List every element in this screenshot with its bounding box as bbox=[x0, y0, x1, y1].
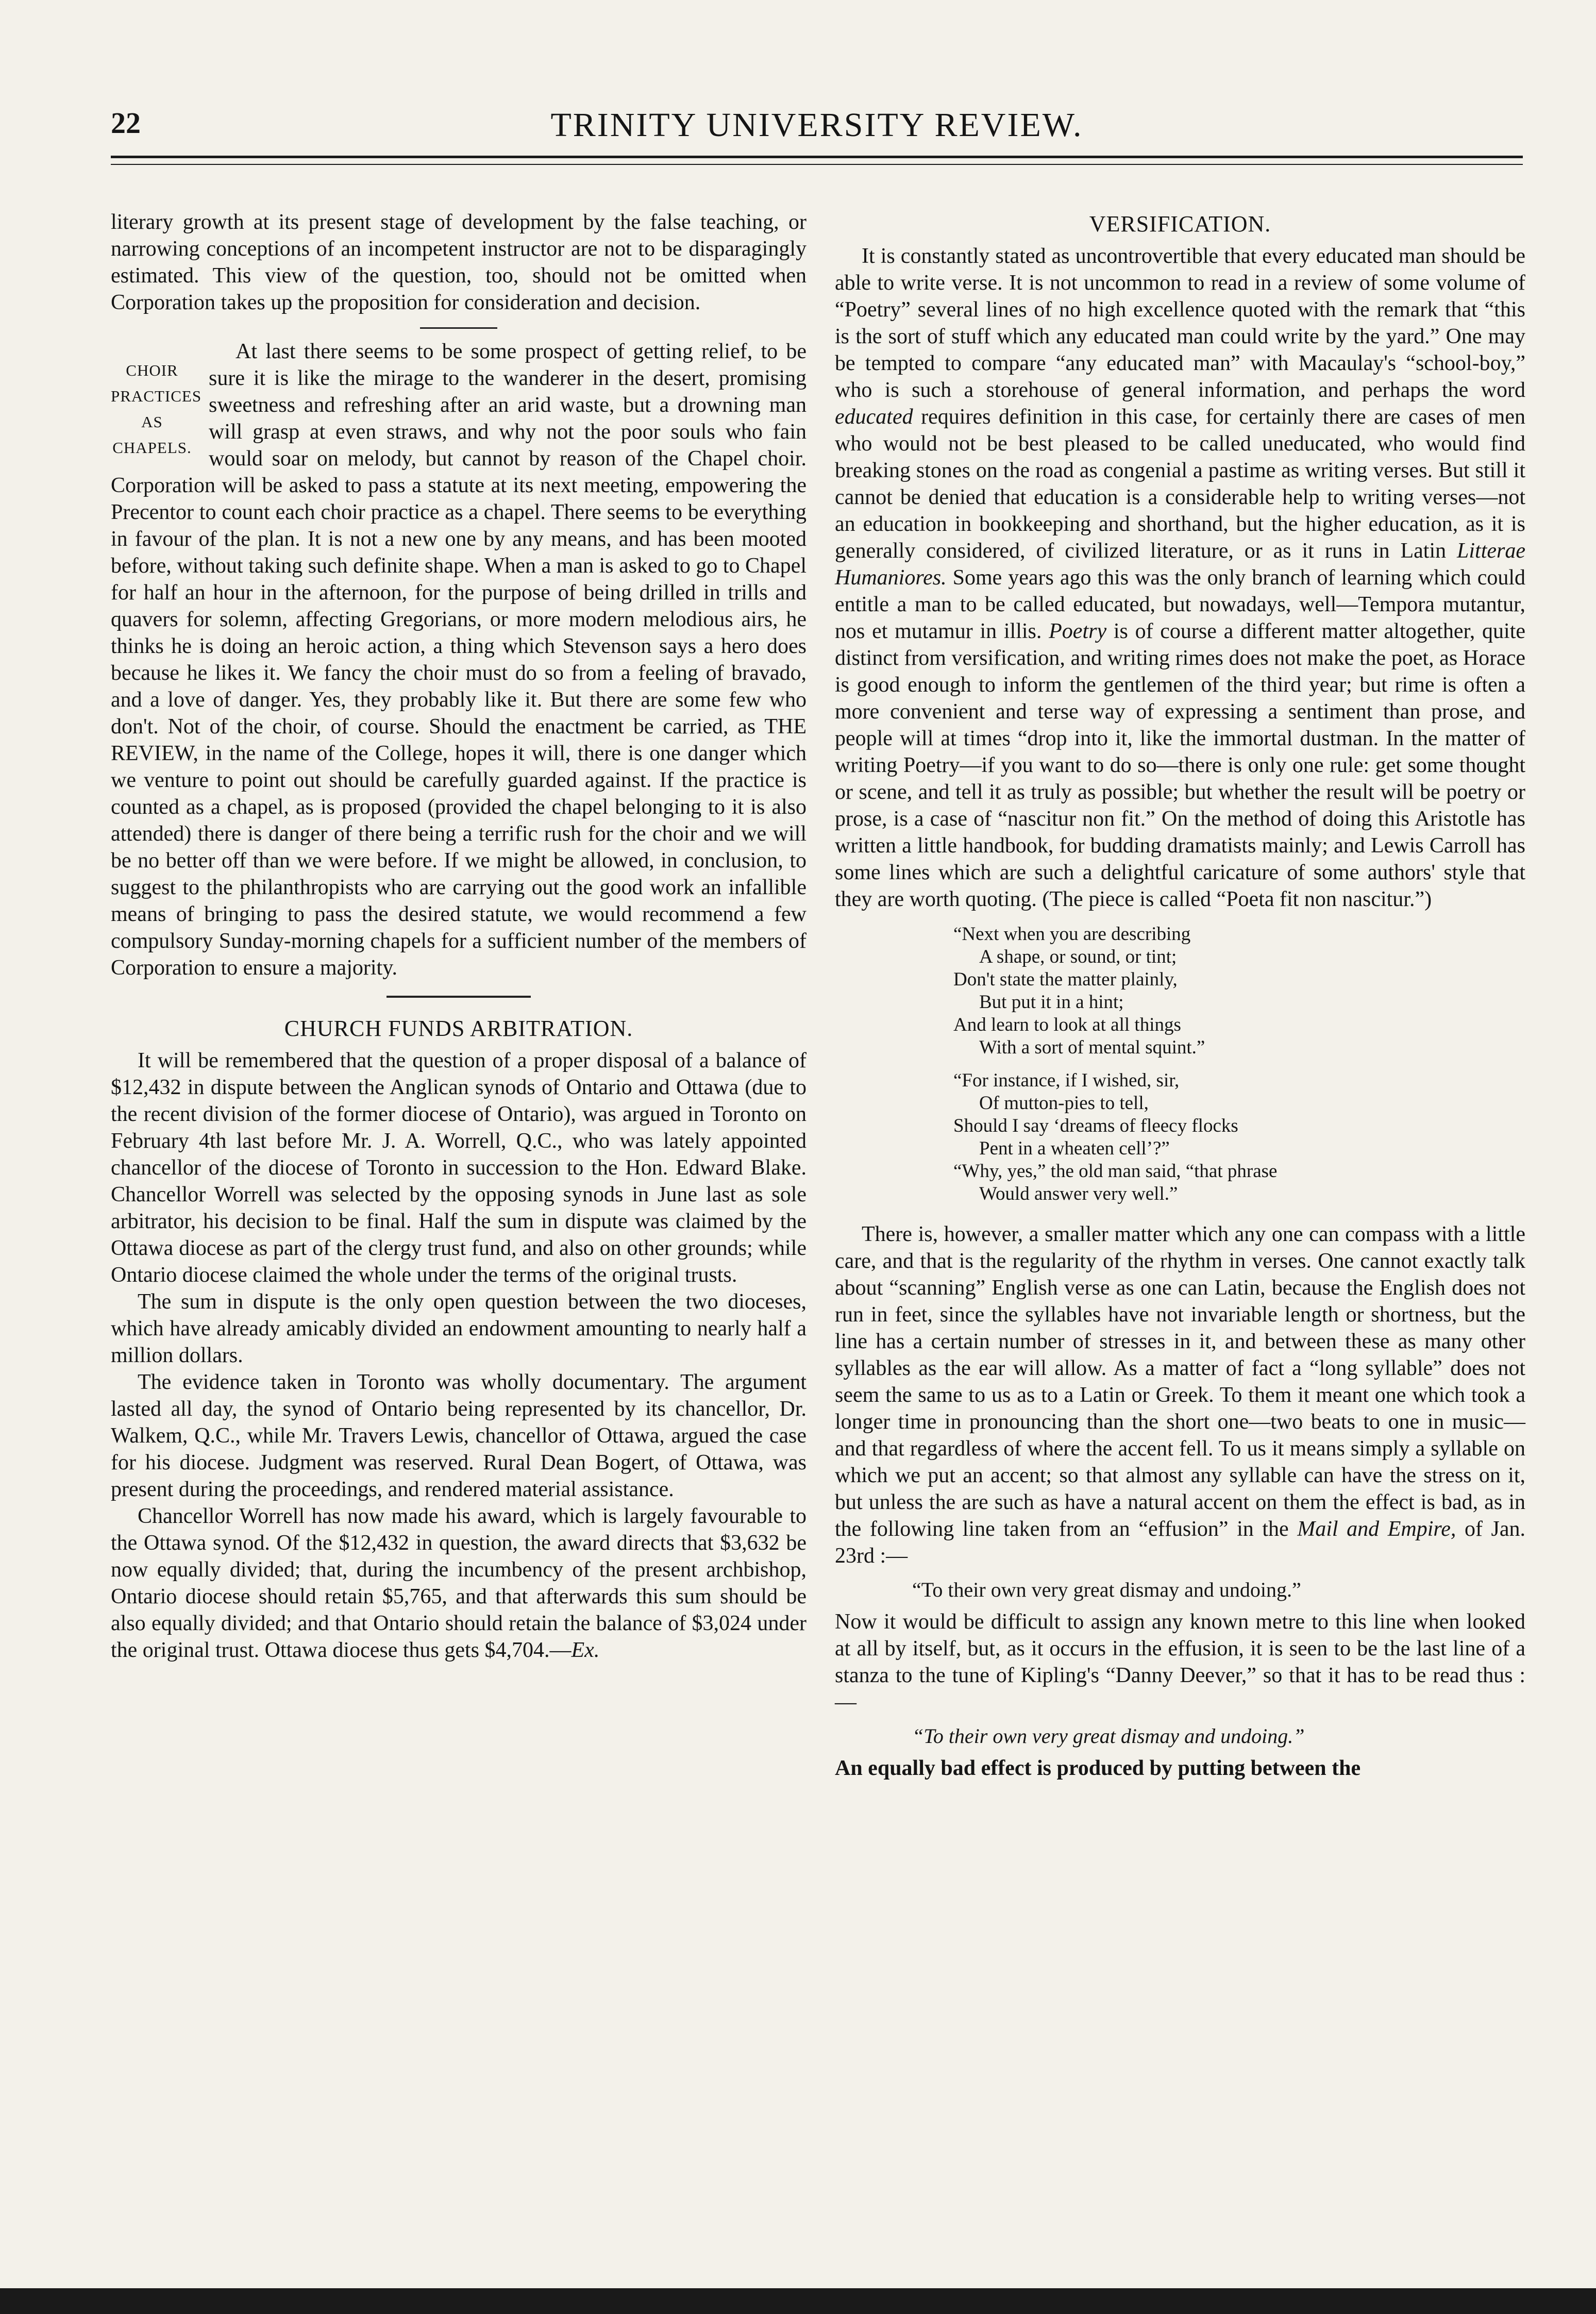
poem-line: A shape, or sound, or tint; bbox=[979, 946, 1177, 967]
opening-paragraph: literary growth at its present stage of development by the false teaching, or narrowing conceptions of an incompetent instructor are not to be disparagingly estimated. This view of the question, too, should not be omitted when Corporation takes up the proposition for consideration and decision. bbox=[111, 210, 807, 314]
versification-paragraph bbox=[835, 1221, 1525, 1569]
header-rule bbox=[111, 156, 1523, 158]
choir-article-text: At last there seems to be some prospect of getting relief, to be sure it is like the mirage to the wanderer in the desert, promising sweetness and refreshing after an arid waste, but a drowning man will grasp at even straws, and why not the poor souls who fain would soar on melody, but cannot by reason of the Chapel choir. Corporation will be asked to pass a statute at its next meeting, empowering the Precentor to count each choir practice as a chapel. There seems to be everything in favour of the plan. It is not a new one by any means, and has been mooted before, without taking such definite shape. When a man is asked to go to Chapel for half an hour in the afternoon, for the purpose of being drilled in trills and quavers for solemn, affecting Gregorians, or more modern melodious airs, he thinks he is doing an heroic action, a thing which Stevenson says a hero does because he likes it. We fancy the choir must do so from a feeling of bravado, and a love of danger. Yes, they probably like it. But there are some few who don't. Not of the choir, of course. Should the enactment be carried, as THE REVIEW, in the name of the College, hopes it will, there is one danger which we venture to point out should be carefully guarded against. If the practice is counted as a chapel, as is proposed (provided the chapel belonging to it is also attended) there is danger of there being a terrific rush for the choir and we will be no better off than we were before. If we might be allowed, in conclusion, to suggest to the philanthropists who are carrying out the good work an infallible means of bringing to pass the desired statute, we would recommend a few compulsory Sunday-morning chapels for a sufficient number of the members of Corporation to ensure a majority. bbox=[111, 340, 807, 980]
poem-line: And learn to look at all things bbox=[953, 1014, 1181, 1035]
source-credit: Ex. bbox=[571, 1638, 600, 1662]
poem-stanza bbox=[953, 923, 1525, 1059]
poem-line: Would answer very well.” bbox=[979, 1183, 1178, 1204]
church-funds-paragraph: It will be remembered that the question of a proper disposal of a balance of $12,432 in dispute between the Anglican synods of Ontario and Ottawa (due to the recent division of the former diocese of Ontario), was argued in Toronto on February 4th last before Mr. J. A. Worrell, Q.C., who was lately appointed chancellor of the diocese of Toronto in succession to the Hon. Edward Blake. Chancellor Worrell was selected by the opposing synods in June last as sole arbitrator, his decision to be final. Half the sum in dispute was claimed by the Ottawa diocese as part of the clergy trust fund, and also on other grounds; while Ontario diocese claimed the whole under the terms of the original trusts. bbox=[111, 1049, 807, 1287]
sidenote-line: PRACTICES bbox=[111, 387, 202, 405]
poem-line: But put it in a hint; bbox=[979, 992, 1124, 1013]
italic-run: Mail and Empire, bbox=[1297, 1517, 1456, 1541]
text-run: Some years ago this was the only branch of learning which could entitle a man to be called educated, but nowadays, well—Tempora mutantur, nos et mutamur in illis. bbox=[835, 566, 1525, 643]
page-header bbox=[111, 106, 1523, 152]
church-funds-final-text: Chancellor Worrell has now made his award, which is largely favourable to the Ottawa synod. Of the $12,432 in question, the award directs that $3,632 be now equally divided; that, during the incumbency of the present archbishop, Ontario diocese should retain $5,765, and that afterwards this sum should be also equally divided; and that Ontario should retain the balance of $3,024 under the original trust. Ottawa diocese thus gets $4,704.— bbox=[111, 1504, 807, 1662]
sidenote-line: CHOIR bbox=[126, 361, 178, 379]
poem-line: Of mutton-pies to tell, bbox=[979, 1093, 1149, 1114]
header-rule-thin bbox=[111, 164, 1523, 165]
versification-paragraph bbox=[835, 243, 1525, 913]
poem-line: “Why, yes,” the old man said, “that phrase bbox=[953, 1161, 1278, 1182]
church-funds-title: CHURCH FUNDS ARBITRATION. bbox=[284, 1016, 633, 1041]
poem-line: Don't state the matter plainly, bbox=[953, 969, 1178, 990]
church-funds-paragraph: The evidence taken in Toronto was wholly documentary. The argument lasted all day, the synod of Ontario being represented by its chancellor, Dr. Walkem, Q.C., while Mr. Travers Lewis, chancellor of Ottawa, argued the case for his diocese. Judgment was reserved. Rural Dean Bogert, of Ottawa, was present during the proceedings, and rendered material assistance. bbox=[111, 1370, 807, 1501]
poem-line: Should I say ‘dreams of fleecy flocks bbox=[953, 1115, 1238, 1136]
poem-line: “Next when you are describing bbox=[953, 924, 1191, 945]
sidenote-line: AS CHAPELS. bbox=[112, 413, 192, 457]
text-run: There is, however, a smaller matter which any one can compass with a little care, and that is the regularity of the rhythm in verses. One cannot exactly talk about “scanning” English verse as one can Latin, because the English does not run in feet, since the syllables have not invariable length or shortness, but the line has a certain number of stresses in it, and between these as many other syllables as the ear will allow. As a matter of fact a “long syllable” does not seem the same to us as to a Latin or Greek. To them it meant one which took a longer time in pronouncing than the short one—two beats to one in music—and that regardless of where the accent fell. To us it means simply a syllable on which we put an accent; so that almost any syllable can have the stress on it, but unless the are such as have a natural accent on them the effect is bad, as in the following line taken from an “effusion” in the bbox=[835, 1222, 1525, 1541]
italic-run: Litterae Humaniores. bbox=[835, 539, 1526, 590]
quoted-line-stressed: “To their own very great dismay and undoing.” bbox=[912, 1724, 1305, 1748]
text-run: requires definition in this case, for certainly there are cases of men who would not be best pleased to be called uneducated, who would find breaking stones on the road as congenial a pastime as writing verses. But still it cannot be denied that education is a considerable help to writing verses—not an education in bookkeeping and shorthand, but the higher education, as it is generally considered, of civilized literature, or as it runs in Latin bbox=[835, 405, 1525, 563]
text-run: is of course a different matter altogether, quite distinct from versification, and writing rimes does not make the poet, as Horace is good enough to inform the gentlemen of the third year; but rime is often a more convenient and terse way of expressing a sentiment than prose, and people will at times “drop into it, like the immortal dustman. In the matter of writing Poetry—if you want to do so—there is only one rule: get some thought or scene, and tell it as truly as possible; but whether the result will be poetry or prose, is a case of “nascitur non fit.” On the method of doing this Aristotle has written a little handbook, for budding dramatists mainly; and Lewis Carroll has some lines which are such a delightful caricature of some authors' style that they are worth quoting. (The piece is called “Poeta fit non nascitur.”) bbox=[835, 619, 1526, 911]
quoted-line: “To their own very great dismay and undoing.” bbox=[912, 1578, 1301, 1601]
last-line: An equally bad effect is produced by putting between the bbox=[835, 1756, 1361, 1780]
italic-run: educated bbox=[835, 405, 913, 429]
left-column bbox=[111, 209, 807, 1664]
scan-bottom-edge bbox=[0, 2288, 1596, 2314]
section-divider bbox=[387, 996, 531, 998]
poem-line: “For instance, if I wished, sir, bbox=[953, 1070, 1180, 1091]
poem-line: With a sort of mental squint.” bbox=[979, 1037, 1205, 1058]
poem-stanza bbox=[953, 1069, 1525, 1205]
versification-title: VERSIFICATION. bbox=[1089, 211, 1271, 237]
church-funds-paragraph: The sum in dispute is the only open question between the two dioceses, which have already amicably divided an endowment amounting to nearly half a million dollars. bbox=[111, 1290, 807, 1367]
page-number: 22 bbox=[111, 106, 141, 140]
versification-paragraph: Now it would be difficult to assign any known metre to this line when looked at all by itself, but, as it occurs in the effusion, it is seen to be the last line of a stanza to the tune of Kipling's “Danny Deever,” so that it has to be read thus :— bbox=[835, 1610, 1525, 1714]
section-divider bbox=[420, 327, 497, 329]
quoted-poem bbox=[953, 923, 1525, 1205]
church-funds-paragraph bbox=[111, 1503, 807, 1664]
text-run: of Jan. 23rd :— bbox=[835, 1517, 1525, 1568]
choir-practices-article bbox=[111, 338, 807, 981]
right-column bbox=[835, 209, 1525, 1782]
italic-run: Poetry bbox=[1049, 619, 1107, 643]
poem-line: Pent in a wheaten cell’?” bbox=[979, 1138, 1170, 1159]
text-run: It is constantly stated as uncontrovertible that every educated man should be able to write verse. It is not uncommon to read in a review of some volume of “Poetry” several lines of no high excellence quoted with the remark that “this is the sort of stuff which any educated man could write by the yard.” One may be tempted to compare “any educated man” with Macaulay's “school-boy,” who is such a storehouse of general information, and perhaps the word bbox=[835, 244, 1525, 402]
sidenote-heading bbox=[111, 358, 202, 461]
journal-title: TRINITY UNIVERSITY REVIEW. bbox=[550, 106, 1083, 144]
